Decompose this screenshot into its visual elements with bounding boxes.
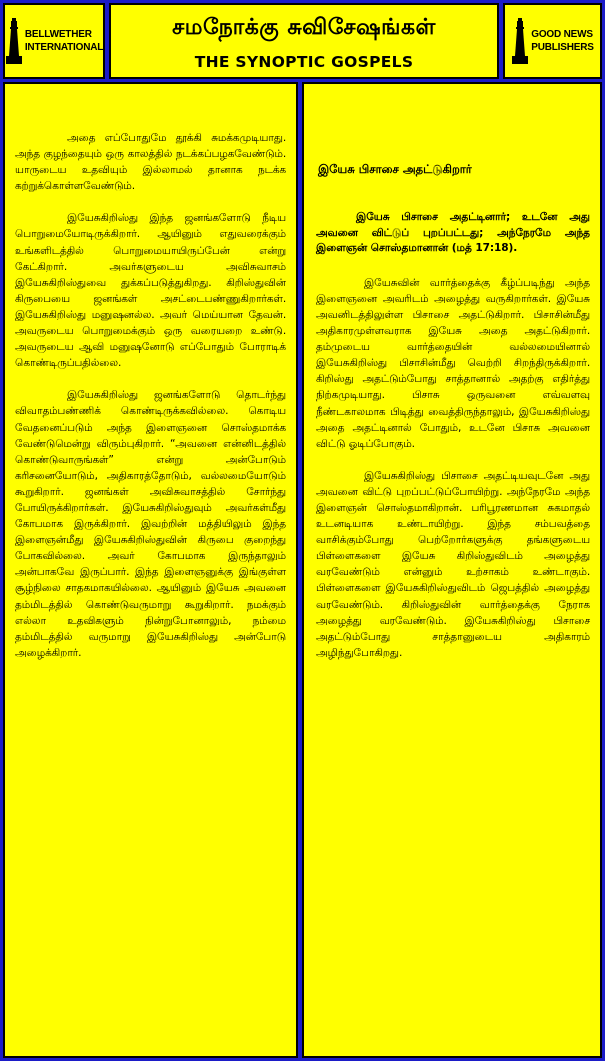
good-news-logo [503, 3, 602, 79]
right-column [302, 82, 602, 1058]
left-logo-line1: BELLWETHER [24, 29, 92, 40]
left-logo-line2: INTERNATIONAL [24, 42, 104, 53]
page-title [109, 3, 499, 79]
left-paragraph-1: அதை எப்போதுமே தூக்கி சுமக்கமுடியாது. அந்த குழந்தையும் ஒரு காலத்தில் நடக்கப்பழகவேண்டும். யாருடைய உதவியும் இல்லாமல் தானாக நடக்க கற்றுக்கொள்ளவேண்டும். [15, 131, 286, 193]
left-paragraph-3: இயேசுகிறிஸ்து ஜனங்களோடு தொடர்ந்து விவாதம்பண்ணிக் கொண்டிருக்கவில்லை. கொடிய வேதனைப்படும் அந்த இளைஞனை சொஸ்தமாக்க வேண்டுமென்று விரும்புகிறார். “அவனை என்னிடத்தில் கொண்டுவாருங்கள்” என்று அன்போடும் கரிசனையோடும், அதிகாரத்தோடும், வல்லமையோடும் கூறுகிறார். ஜனங்கள் அவிசுவாசத்தில் சோர்ந்து போயிருக்கிறார்கள். இயேசுகிறிஸ்துவும் அவர்கள்மீது கோபமாக இருக்கிறார். இவற்றின் மத்தியிலும் இந்த இளைஞன்மீது இயேசுகிறிஸ்துவின் கிருபை குறைந்து போகவில்லை. அவர் கோபமாக இருந்தாலும் அன்பாகவே இருப்பார். இந்த இளைஞனுக்கு இங்குள்ள சூழ்நிலை சாதகமாகயில்லை. ஆயினும் இயேசு அவனை தம்மிடத்தில் கொண்டுவருமாறு கூறுகிறார். நமக்கும் எல்லா உதவிகளும் நின்றுபோனாலும், நம்மை தம்மிடத்தில் வருமாறு இயேசுகிறிஸ்து அன்போடு அழைக்கிறார். [15, 388, 286, 659]
section-title: இயேசு பிசாசை அதட்டுகிறார் [318, 162, 472, 176]
title-english: THE SYNOPTIC GOSPELS [194, 53, 414, 71]
right-paragraph-1: இயேசுவின் வார்த்தைக்கு கீழ்ப்படிந்து அந்த இளைஞனை அவரிடம் அழைத்து வருகிறார்கள். இயேசு அவனிடத்திலுள்ள பிசாசை அதட்டுகிறார். பிசாசின்மீது அதிகாரமுள்ளவராக இயேசு அதை அதட்டுகிறார். தம்முடைய வார்த்தையின் வல்லமையினால் இயேசுகிறிஸ்து பிசாசின்மீது வெற்றி சிறந்திருக்கிறார். கிறிஸ்து அதட்டும்போது சாத்தானால் அதற்கு எதிர்த்து நிற்கமுடியாது. பிசாசு ஒருவனை எவ்வளவு நீண்டகாலமாக பிடித்து வைத்திருந்தாலும், இயேசுகிறிஸ்து அதை அதட்டினால் போதும், உடனே பிசாசு அவனை விட்டு ஓடிப்போகும். [316, 275, 590, 450]
tower-icon [511, 18, 529, 64]
scripture-verse: இயேசு பிசாசை அதட்டினார்; உடனே அது அவனை விட்டுப் புறப்பட்டது; அந்நேரமே அந்த இளைஞன் சொஸ்தமானான் (மத் 17:18). [316, 211, 590, 255]
right-paragraph-2: இயேசுகிறிஸ்து பிசாசை அதட்டியவுடனே அது அவனை விட்டு புறப்பட்டுப்போயிற்று. அந்நேரமே அந்த இளைஞன் சொஸ்தமாகிறான். பரிபூரணமான சுகமாதல் உடனடியாக உண்டாயிற்று. இந்த சம்பவத்தை வாசிக்கும்போது பெற்றோர்களுக்கு தங்களுடைய பிள்ளைகளை இயேசு கிறிஸ்துவிடம் அழைத்து வரவேண்டும் என்னும் உற்சாகம் உண்டாகும். பிள்ளைகளை இயேசுகிறிஸ்துவிடம் ஜெபத்தில் அழைத்து வரவேண்டும். கிறிஸ்துவின் வார்த்தைக்கு நேராக அழைத்து வரவேண்டும். இயேசுகிறிஸ்து பிசாசை அதட்டும்போது சாத்தானுடைய அதிகாரம் அழிந்துபோகிறது. [316, 468, 590, 659]
bellwether-logo [3, 3, 105, 79]
left-column [3, 82, 298, 1058]
right-logo-line1: GOOD NEWS [531, 29, 593, 40]
tower-icon [5, 18, 23, 64]
left-paragraph-2: இயேசுகிறிஸ்து இந்த ஜனங்களோடு நீடிய பொறுமையோடிருக்கிறார். ஆயினும் எதுவரைக்கும் உங்களிடத்தில் பொறுமையாயிருப்பேன் என்று கேட்கிறார். அவர்களுடைய அவிசுவாசம் இயேசுகிறிஸ்துவை துக்கப்படுத்துகிறது. கிறிஸ்துவின் கிருபையை ஜனங்கள் அசட்டைபண்ணுகிறார்கள். இயேசுகிறிஸ்து மனுஷனல்ல. அவர் மெய்யான தேவன். அவருடைய பொறுமைக்கும் ஒரு வரையறை உண்டு. அவருடைய ஆவி மனுஷனோடு எப்போதும் போராடிக் கொண்டிருப்பதில்லை. [15, 211, 286, 370]
title-tamil: சமநோக்கு சுவிசேஷங்கள் [172, 15, 436, 40]
right-logo-line2: PUBLISHERS [531, 42, 594, 53]
